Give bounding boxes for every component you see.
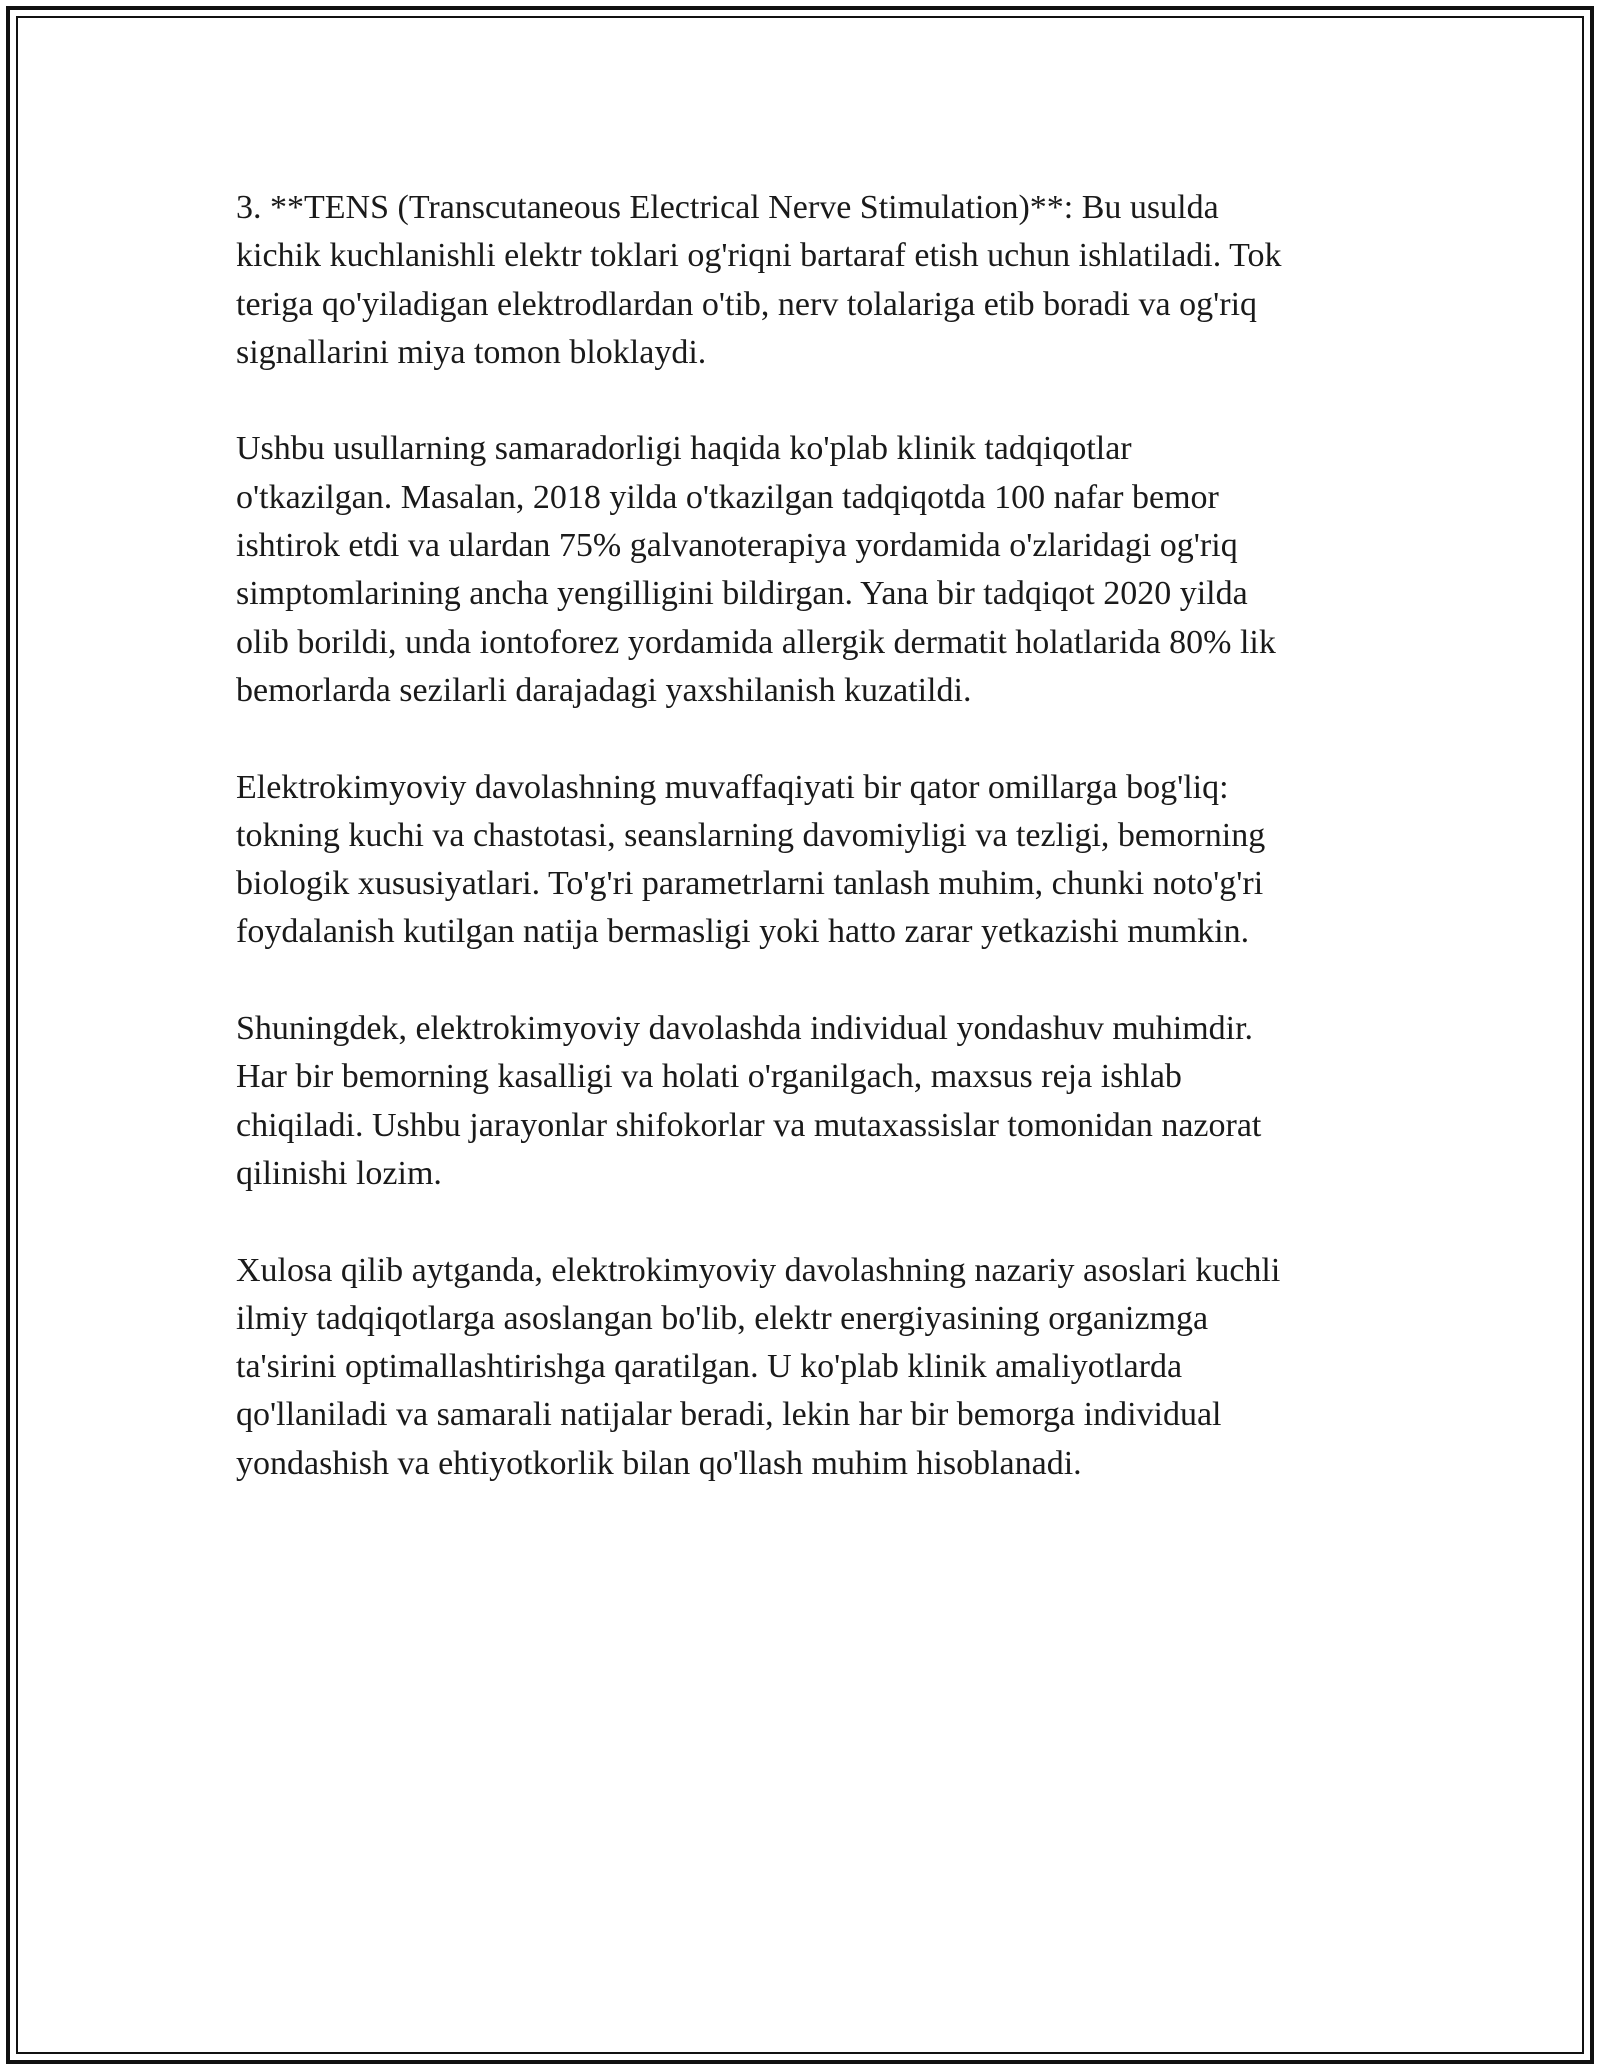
text-line: 3. **TENS (Transcutaneous Electrical Nerve Stimulation)**: Bu usulda (236, 189, 1219, 226)
text-line: bemorlarda sezilarli darajadagi yaxshilanish kuzatildi. (236, 671, 972, 709)
text-line: Xulosa qilib aytganda, elektrokimyoviy davolashning nazariy asoslari kuchli (236, 1251, 1281, 1289)
paragraph-tens (236, 184, 1381, 377)
text-line: Elektrokimyoviy davolashning muvaffaqiyati bir qator omillarga bog'liq: (236, 768, 1229, 806)
text-line: kichik kuchlanishli elektr toklari og'riqni bartaraf etish uchun ishlatiladi. Tok (236, 237, 1282, 275)
text-line: Har bir bemorning kasalligi va holati o'rganilgach, maxsus reja ishlab (236, 1058, 1182, 1096)
text-line: yondashish va ehtiyotkorlik bilan qo'llash muhim hisoblanadi. (236, 1444, 1082, 1482)
text-line: simptomlarining ancha yengilligini bildirgan. Yana bir tadqiqot 2020 yilda (236, 575, 1248, 613)
document-body (236, 184, 1381, 1488)
paragraph-success-factors (236, 764, 1381, 957)
text-line: Shuningdek, elektrokimyoviy davolashda individual yondashuv muhimdir. (236, 1010, 1254, 1048)
text-line: o'tkazilgan. Masalan, 2018 yilda o'tkazilgan tadqiqotda 100 nafar bemor (236, 478, 1219, 516)
text-line: Ushbu usullarning samaradorligi haqida ko'plab klinik tadqiqotlar (236, 430, 1132, 468)
text-line: ilmiy tadqiqotlarga asoslangan bo'lib, elektr energiyasining organizmga (236, 1299, 1209, 1337)
text-line: qo'llaniladi va samarali natijalar beradi, lekin har bir bemorga individual (236, 1396, 1222, 1434)
text-line: teriga qo'yiladigan elektrodlardan o'tib, nerv tolalariga etib boradi va og'riq (236, 285, 1258, 323)
paragraph-individual-approach (236, 1005, 1381, 1198)
text-line: signallarini miya tomon bloklaydi. (236, 333, 707, 371)
text-line: foydalanish kutilgan natija bermasligi yoki hatto zarar yetkazishi mumkin. (236, 913, 1250, 951)
text-line: ishtirok etdi va ulardan 75% galvanoterapiya yordamida o'zlaridagi og'riq (236, 527, 1238, 565)
text-line: qilinishi lozim. (236, 1154, 442, 1192)
paragraph-clinical-studies (236, 425, 1381, 715)
text-line: ta'sirini optimallashtirishga qaratilgan. U ko'plab klinik amaliyotlarda (236, 1348, 1183, 1386)
text-line: olib borildi, unda iontoforez yordamida allergik dermatit holatlarida 80% lik (236, 623, 1276, 661)
text-line: tokning kuchi va chastotasi, seanslarning davomiyligi va tezligi, bemorning (236, 816, 1266, 854)
text-line: biologik xususiyatlari. To'g'ri parametrlarni tanlash muhim, chunki noto'g'ri (236, 865, 1264, 903)
text-line: chiqiladi. Ushbu jarayonlar shifokorlar va mutaxassislar tomonidan nazorat (236, 1106, 1262, 1144)
paragraph-conclusion (236, 1247, 1381, 1488)
